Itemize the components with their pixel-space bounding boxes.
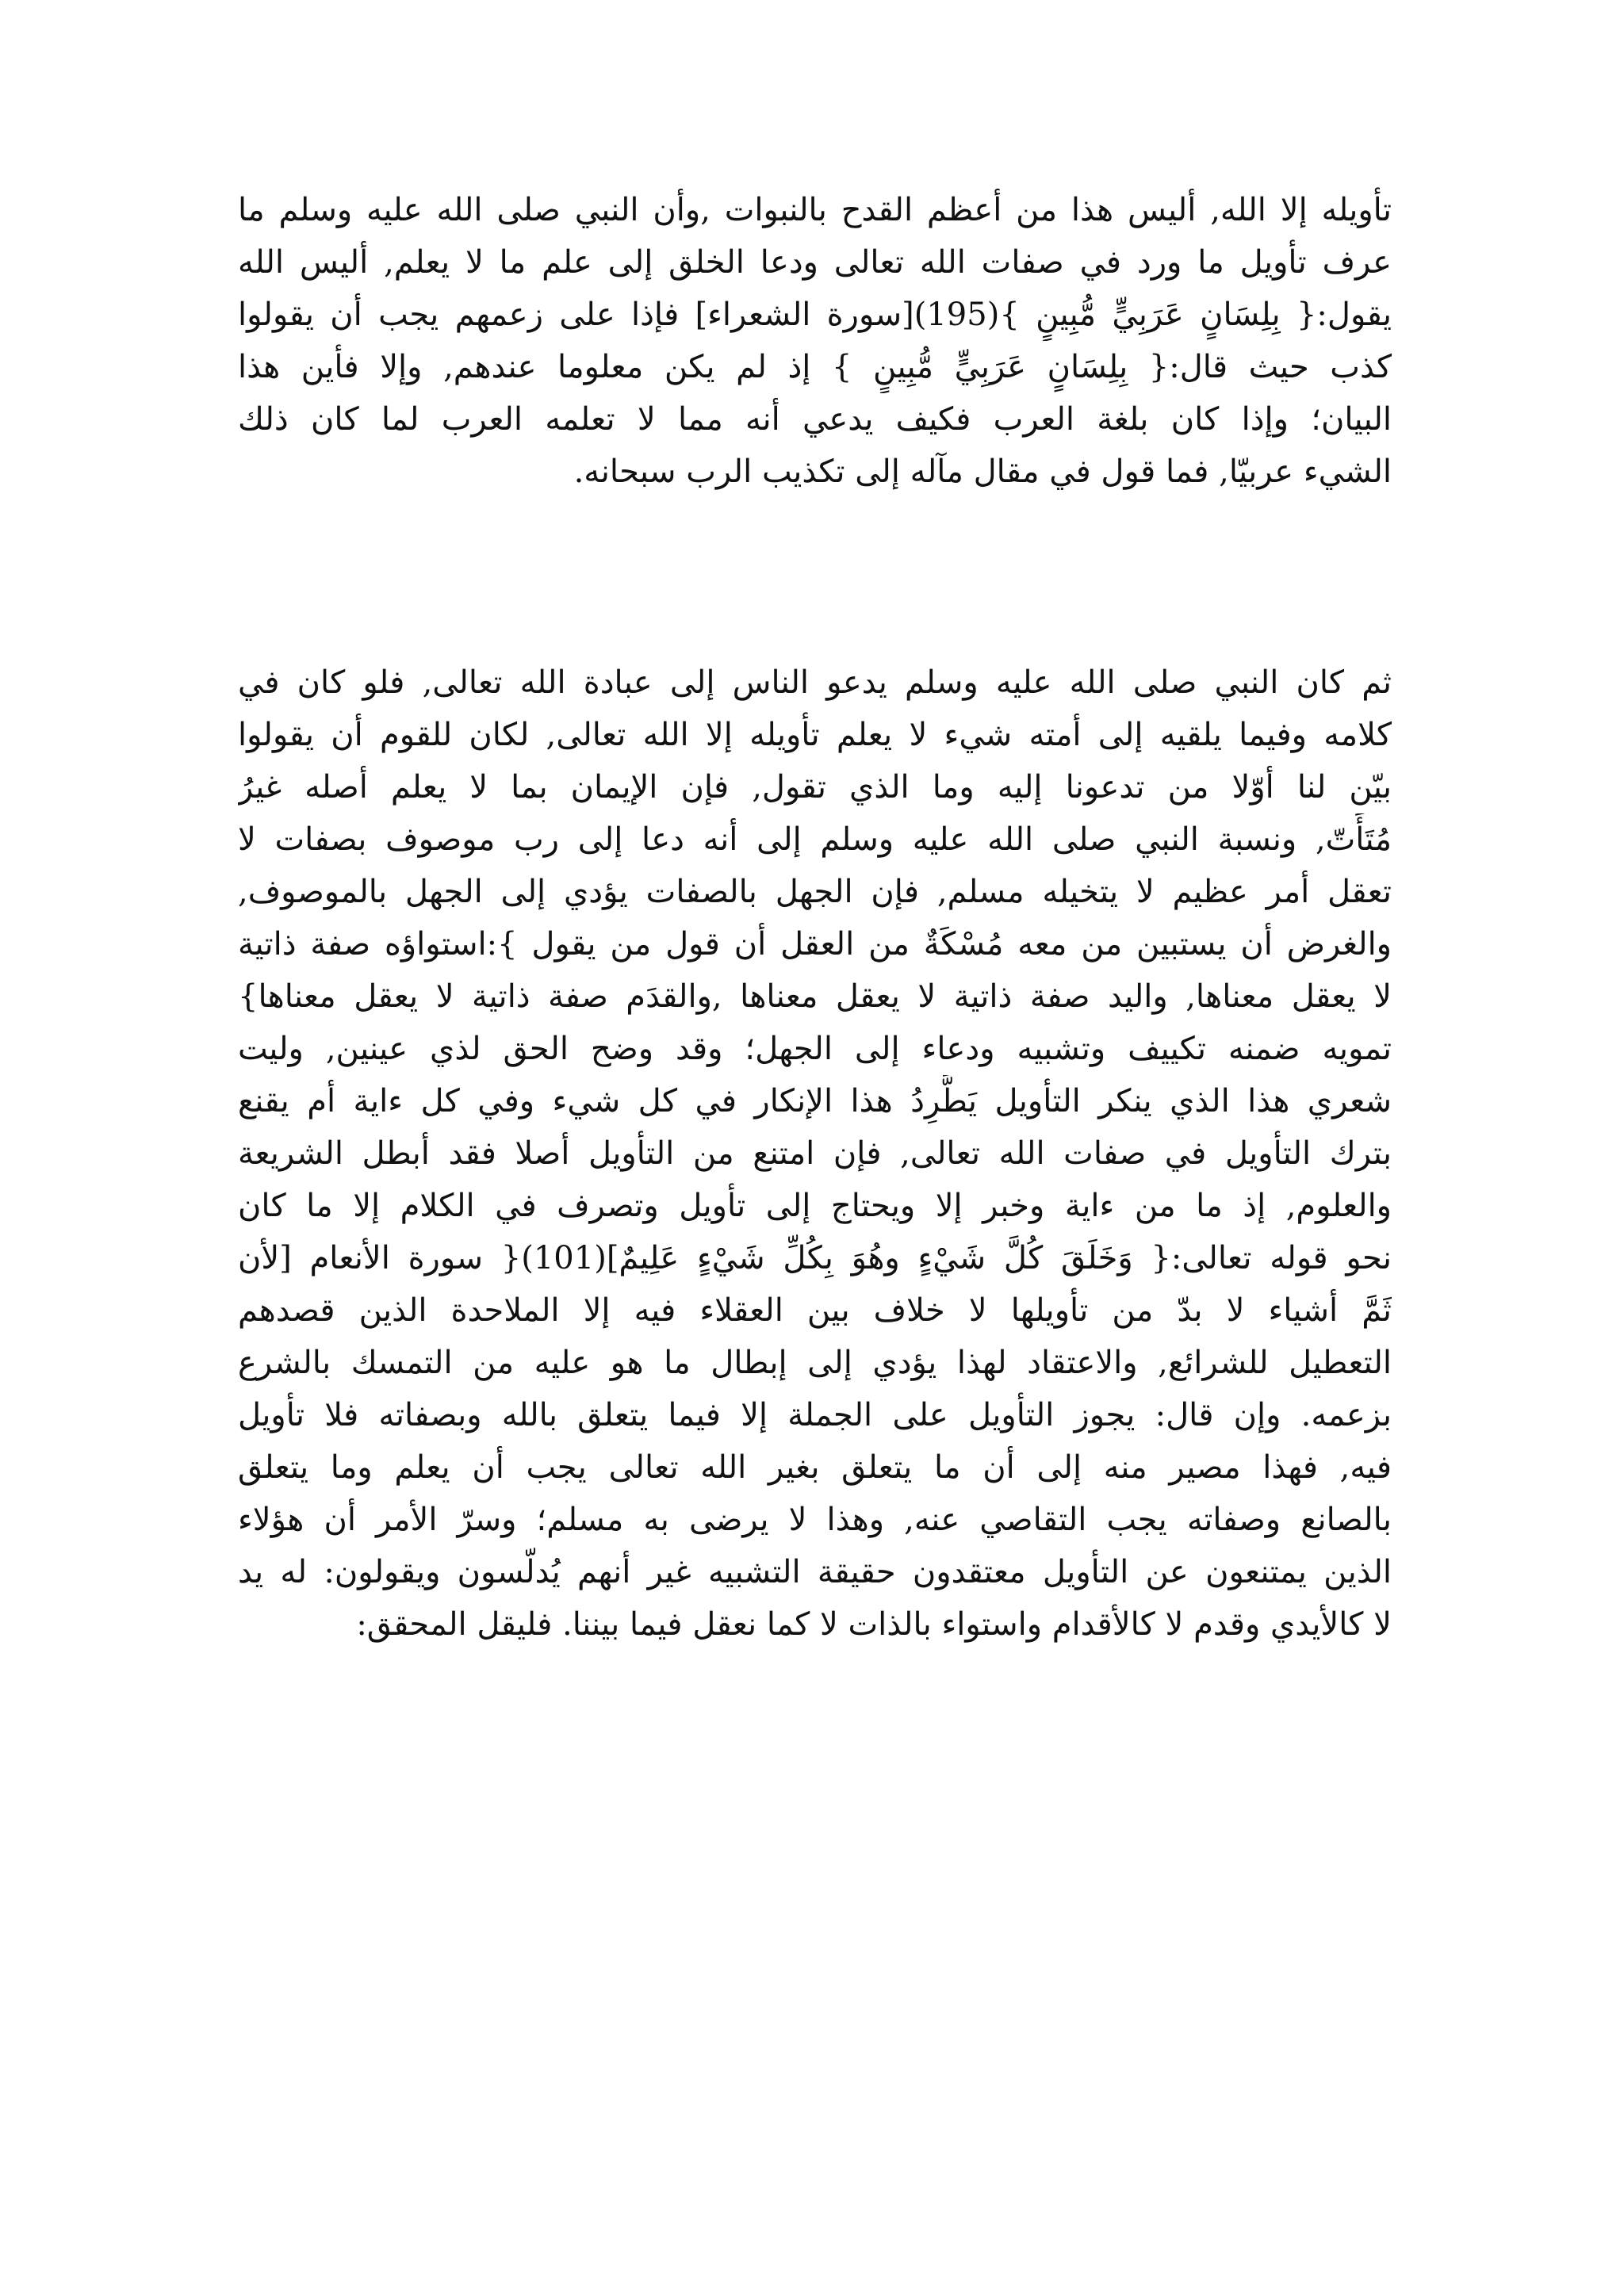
- text-line: الشيء عربيّا, فما قول في مقال مآله إلى تكذيب الرب سبحانه.: [573, 453, 1392, 490]
- text-line: تعقل أمر عظيم لا يتخيله مسلم, فإن الجهل بالصفات يؤدي إلى الجهل بالموصوف,: [238, 874, 1392, 910]
- text-line: بيّن لنا أوّلا من تدعونا إليه وما الذي تقول, فإن الإيمان بما لا يعلم أصله غيرُ: [238, 769, 1392, 806]
- text-line: عرف تأويل ما ورد في صفات الله تعالى ودعا الخلق إلى علم ما لا يعلم, أليس الله: [238, 244, 1392, 281]
- text-line: نحو قوله تعالى:{ وَخَلَقَ كُلَّ شَيْءٍ وهُوَ بِكُلِّ شَيْءٍ عَلِيمٌ](101){ سورة الأنعام [لأن: [238, 1240, 1392, 1276]
- text-line: مُتَأَتّ, ونسبة النبي صلى الله عليه وسلم إلى أنه دعا إلى رب موصوف بصفات لا: [238, 821, 1392, 858]
- text-line: بزعمه. وإن قال: يجوز التأويل على الجملة إلا فيما يتعلق بالله وبصفاته فلا تأويل: [238, 1397, 1392, 1433]
- text-line: تأويله إلا الله, أليس هذا من أعظم القدح بالنبوات ,وأن النبي صلى الله عليه وسلم ما: [238, 192, 1392, 228]
- text-line: ثَمَّ أشياء لا بدّ من تأويلها لا خلاف بين العقلاء فيه إلا الملاحدة الذين قصدهم: [238, 1292, 1392, 1329]
- text-line: كلامه وفيما يلقيه إلى أمته شيء لا يعلم تأويله إلا الله تعالى, لكان للقوم أن يقولوا: [238, 717, 1392, 753]
- text-line: فيه, فهذا مصير منه إلى أن ما يتعلق بغير الله تعالى يجب أن يعلم وما يتعلق: [238, 1449, 1392, 1486]
- text-line: كذب حيث قال:{ بِلِسَانٍ عَرَبِيٍّ مُّبِينٍ } إذ لم يكن معلوما عندهم, وإلا فأين هذا: [238, 349, 1392, 385]
- text-line: يقول:{ بِلِسَانٍ عَرَبِيٍّ مُّبِينٍ }(195)[سورة الشعراء] فإذا على زعمهم يجب أن يقولوا: [238, 297, 1392, 333]
- text-line: ثم كان النبي صلى الله عليه وسلم يدعو الناس إلى عبادة الله تعالى, فلو كان في: [238, 664, 1392, 701]
- text-line: والغرض أن يستبين من معه مُسْكَةٌ من العقل أن قول من يقول }:استواؤه صفة ذاتية: [238, 926, 1392, 962]
- paragraph-1: [238, 184, 1392, 498]
- text-line: شعري هذا الذي ينكر التأويل يَطَّرِدُ هذا الإنكار في كل شيء وفي كل ءاية أم يقنع: [238, 1083, 1392, 1119]
- text-line: بالصانع وصفاته يجب التقاصي عنه, وهذا لا يرضى به مسلم؛ وسرّ الأمر أن هؤلاء: [238, 1502, 1392, 1538]
- text-line: التعطيل للشرائع, والاعتقاد لهذا يؤدي إلى إبطال ما هو عليه من التمسك بالشرع: [238, 1345, 1392, 1381]
- text-line: بترك التأويل في صفات الله تعالى, فإن امتنع من التأويل أصلا فقد أبطل الشريعة: [238, 1135, 1392, 1172]
- paragraph-2: [238, 656, 1392, 1651]
- text-line: تمويه ضمنه تكييف وتشبيه ودعاء إلى الجهل؛ وقد وضح الحق لذي عينين, وليت: [238, 1031, 1392, 1067]
- text-line: لا كالأيدي وقدم لا كالأقدام واستواء بالذات لا كما نعقل فيما بيننا. فليقل المحقق:: [356, 1606, 1392, 1643]
- text-line: لا يعقل معناها, واليد صفة ذاتية لا يعقل معناها ,والقدَم صفة ذاتية لا يعقل معناها}: [238, 978, 1392, 1015]
- text-line: الذين يمتنعون عن التأويل معتقدون حقيقة التشبيه غير أنهم يُدلّسون ويقولون: له يد: [238, 1554, 1392, 1590]
- text-line: والعلوم, إذ ما من ءاية وخبر إلا ويحتاج إلى تأويل وتصرف في الكلام إلا ما كان: [238, 1188, 1392, 1224]
- text-line: البيان؛ وإذا كان بلغة العرب فكيف يدعي أنه مما لا تعلمه العرب لما كان ذلك: [238, 401, 1392, 438]
